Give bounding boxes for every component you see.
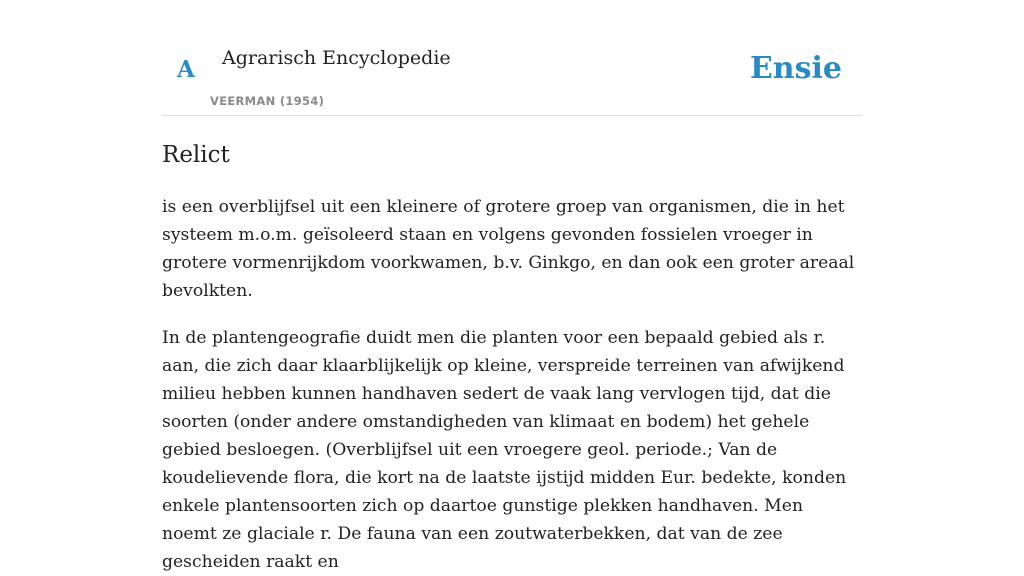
article-page xyxy=(162,0,862,576)
index-letter[interactable]: A xyxy=(177,56,195,83)
entry-paragraph: In de plantengeografie duidt men die planten voor een bepaald gebied als r. aan, die zich daar klaarblijkelijk op kleine, verspreide terreinen van afwijkend milieu hebben kunnen handhaven sedert de vaak lang vervlogen tijd, dat die soorten (onder andere omstandigheden van klimaat en bodem) het gehele gebied besloegen. (Overblijfsel uit een vroegere geol. periode.; Van de koudelievende flora, die kort na de laatste ijstijd midden Eur. bedekte, konden enkele plantensoorten zich op daartoe gunstige plekken handhaven. Men noemt ze glaciale r. De fauna van een zoutwaterbekken, dat van de zee gescheiden raakt en xyxy=(162,328,847,572)
ensie-logo[interactable]: Ensie xyxy=(749,51,842,86)
book-title[interactable]: Agrarisch Encyclopedie xyxy=(222,47,451,69)
entry-title: Relict xyxy=(162,142,230,168)
book-header xyxy=(162,0,862,116)
book-author-year: VEERMAN (1954) xyxy=(210,94,325,108)
entry-paragraph: is een overblijfsel uit een kleinere of grotere groep van organismen, die in het systeem m.o.m. geïsoleerd staan en volgens gevonden fossielen vroeger in grotere vormenrijkdom voorkwamen, b.v. Ginkgo, en dan ook een groter areaal bevolkten. xyxy=(162,197,855,301)
